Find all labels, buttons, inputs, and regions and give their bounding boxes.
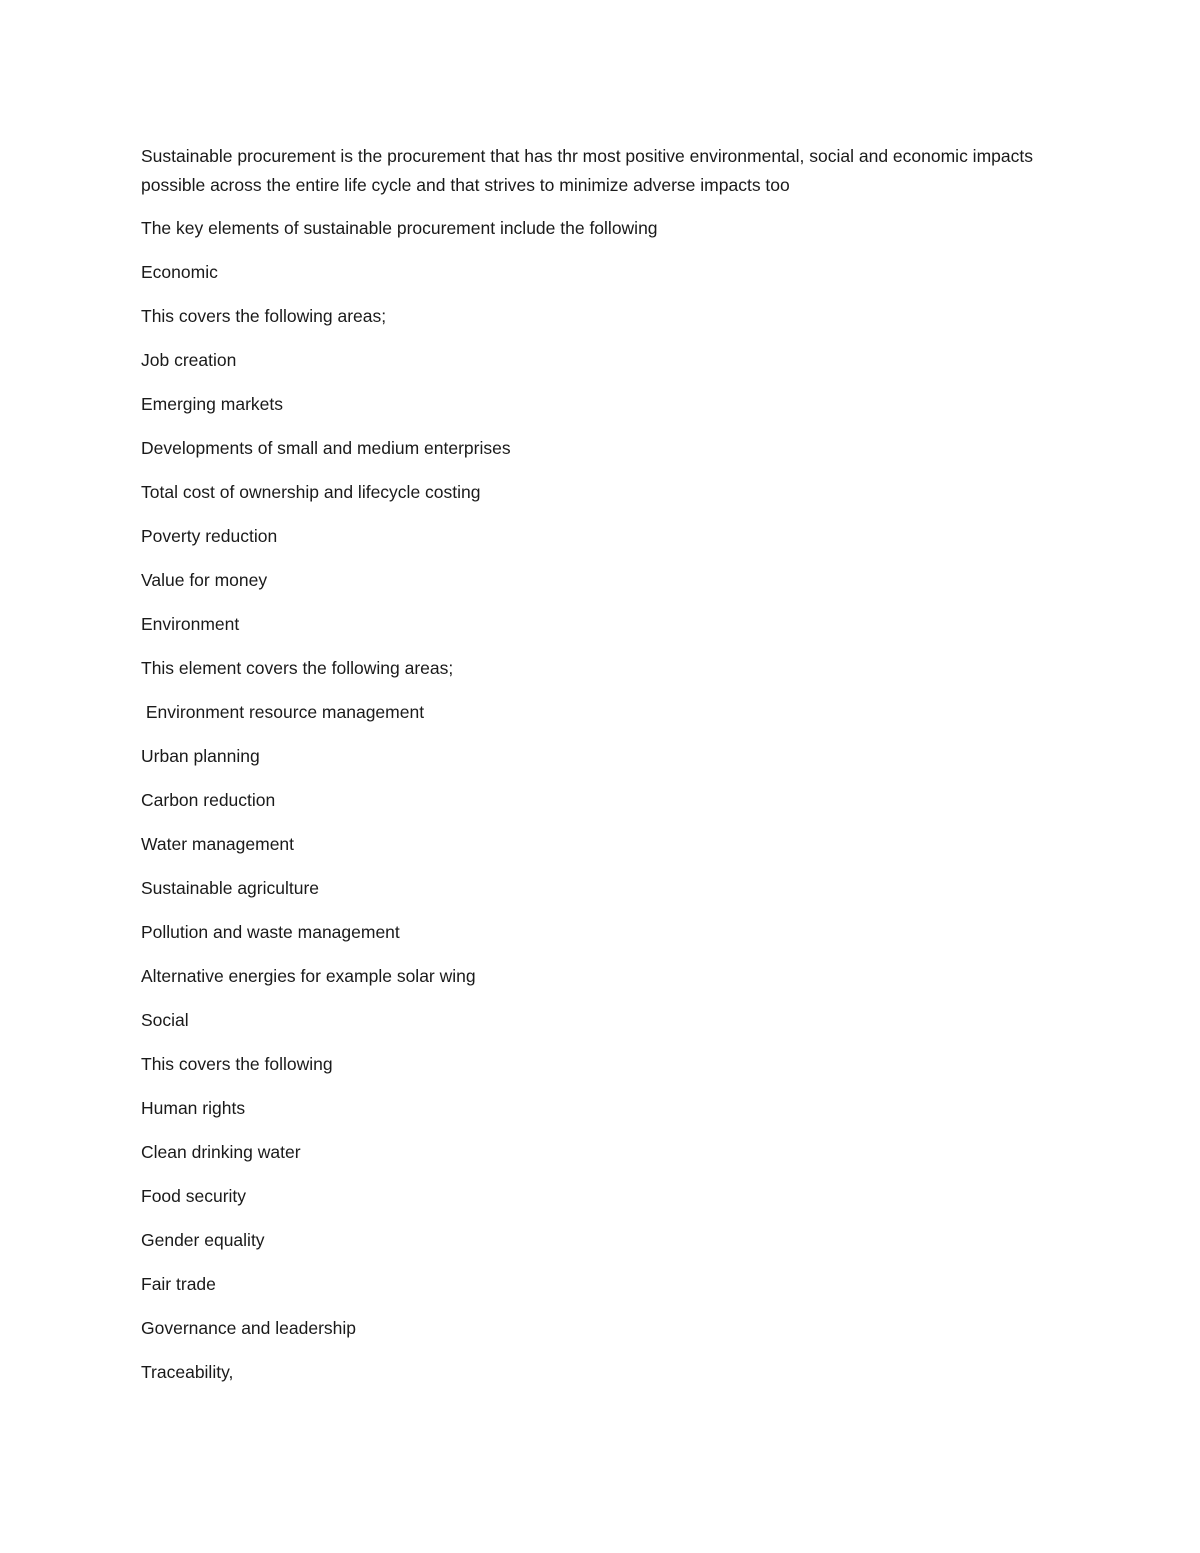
list-item: Human rights [141, 1098, 246, 1118]
list-item: Value for money [141, 570, 268, 590]
list-item: Gender equality [141, 1230, 265, 1250]
list-item: Traceability, [141, 1362, 234, 1382]
list-item: Fair trade [141, 1274, 216, 1294]
list-item: Environment resource management [141, 702, 425, 722]
document-body [141, 142, 1061, 1385]
list-item: Developments of small and medium enterprises [141, 438, 511, 458]
list-item: Job creation [141, 350, 237, 370]
list-item: Carbon reduction [141, 790, 276, 810]
paragraph-line: This covers the following areas; [141, 306, 387, 326]
paragraph-line: This element covers the following areas; [141, 658, 454, 678]
paragraph-line: This covers the following [141, 1054, 333, 1074]
section-heading-environment: Environment [141, 614, 240, 634]
list-item: Poverty reduction [141, 526, 278, 546]
list-item: Water management [141, 834, 295, 854]
list-item: Emerging markets [141, 394, 283, 414]
section-heading-economic: Economic [141, 262, 218, 282]
section-heading-social: Social [141, 1010, 189, 1030]
list-item: Total cost of ownership and lifecycle costing [141, 482, 481, 502]
list-item: Sustainable agriculture [141, 878, 320, 898]
list-item: Clean drinking water [141, 1142, 301, 1162]
intro-paragraph: Sustainable procurement is the procurement that has thr most positive environmental, social and economic impacts possible across the entire life cycle and that strives to minimize adverse impacts too [141, 146, 1033, 195]
list-item: Governance and leadership [141, 1318, 357, 1338]
list-item: Urban planning [141, 746, 260, 766]
list-item: Alternative energies for example solar wing [141, 966, 476, 986]
list-item: Pollution and waste management [141, 922, 400, 942]
list-item: Food security [141, 1186, 247, 1206]
paragraph-line: The key elements of sustainable procurement include the following [141, 218, 658, 238]
